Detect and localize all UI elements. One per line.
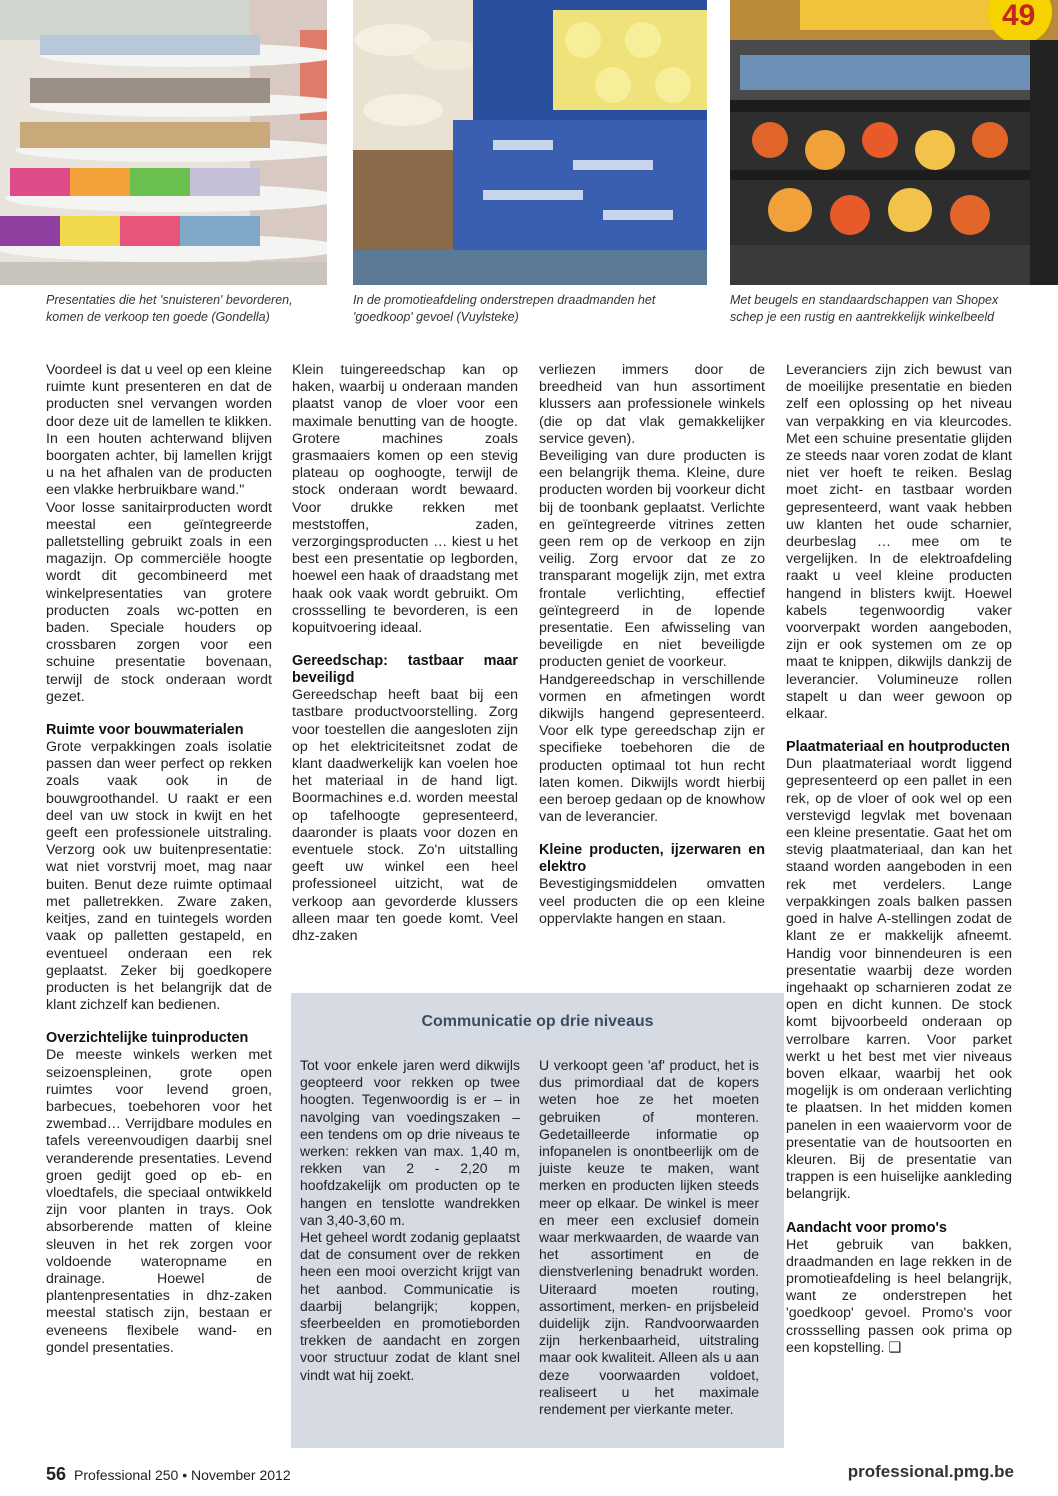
page-number: 56: [46, 1464, 67, 1484]
paragraph: Het geheel wordt zodanig geplaatst dat de consument over de rekken heen een mooi overzicht krijgt van het aanbod. Communicatie is daarbij belangrijk; koppen, sfeerbeelden en promotieborden trekken de aandacht en zorgen voor structuur zodat de klant snel vindt wat hij zoekt.: [300, 1229, 520, 1383]
price-tag: 49: [1002, 0, 1036, 32]
sidebar-box-left-column: [300, 1057, 520, 1384]
article-column-3: [539, 362, 765, 928]
paragraph: Voordeel is dat u veel op een kleine ruimte kunt presenteren en dat de producten snel vervangen worden door deze uit de lamellen te klikken. In een houten achterwand blijven boorgaten achter, bij lamellen krijgt u na het afhalen van de producten een vlakke herbruikbare wand.": [46, 362, 272, 499]
article-column-2: [292, 362, 518, 945]
article-column-1: [46, 362, 272, 1357]
sidebar-box-right-column: [539, 1057, 759, 1418]
subheading: Gereedschap: tastbaar maar beveiligd: [292, 653, 518, 687]
paragraph: Tot voor enkele jaren werd dikwijls geopteerd voor rekken op twee hoogten. Tegenwoordig is er – in navolging van voedingszaken – een tendens om op drie niveaus te werken: rekken van max. 1,40 m, rekken van 2 - 2,20 m hoofdzakelijk om producten op te hangen en tenslotte wandrekken van 3,40-3,60 m.: [300, 1057, 520, 1228]
paragraph: Leveranciers zijn zich bewust van de moeilijke presentatie en bieden zelf een oplossing op het niveau van verpakking en via kleurcodes. Met een schuine presentatie glijden ze steeds naar voren zodat de klant niet ver hoeft te reiken. Beslag moet zicht- en tastbaar worden gepresenteerd, want vaak hebben uw klanten het oude scharnier, deurbeslag … mee om te vergelijken. In de elektroafdeling raakt u veel kleine producten hangend in blisters kwijt. Hoewel kabels tegenwoordig vaker voorverpakt worden aangeboden, zijn er ook systemen om ze op maat te knippen, dikwijls dankzij de leverancier. Volumineuze rollen stapelt u dan weer gewoon op elkaar.: [786, 362, 1012, 723]
article-column-4: [786, 362, 1012, 1357]
caption-middle: In de promotieafdeling onderstrepen draadmanden het 'goedkoop' gevoel (Vuylsteke): [353, 293, 656, 324]
paragraph: Klein tuingereedschap kan op haken, waarbij u onderaan manden plaatst vanop de vloer voor een maximale benutting van de hoogte. Grotere machines zoals grasmaaiers komen op een stevig plateau op ooghoogte, terwijl de stock onderaan wordt bewaard. Voor drukke rekken met meststoffen, zaden, verzorgingsproducten … kiest u het best een presentatie op legborden, hoewel een haak of draadstang met haak ook vaak wordt gebruikt. Om crossselling te bevorderen, is een kopuitvoering ideaal.: [292, 362, 518, 637]
photo-bathroom-display: [0, 0, 327, 285]
paragraph: Dun plaatmateriaal wordt liggend gepresenteerd op een pallet in een rek, op de vloer of ook wel op een verstevigd legvlak met bovenaan een kleine presentatie. Gaat het om stevig plaatmateriaal, dan kan het staand worden aangeboden in een rek met verdelers. Lange verpakkingen zoals balken passen goed in halve A-stellingen zodat de klant ze er makkelijk afneemt. Handig voor binnendeuren is een presentatie waarbij deze worden ingehaakt op scharnieren zodat ze open en dicht kunnen. De stock komt bijvoorbeeld onderaan op verrolbare karren. Voor parket werkt u het best met vier niveaus boven elkaar, waarbij het ook mogelijk is om onderaan verlichting te plaatsen. In het midden komen panelen in een waaiervorm voor de presentatie van de houtsoorten en kleuren. Bij de presentatie van trappen is een huiselijke aankleding belangrijk.: [786, 756, 1012, 1203]
subheading: Plaatmateriaal en houtproducten: [786, 739, 1010, 756]
sidebar-box-title: Communicatie op drie niveaus: [421, 1013, 654, 1030]
paragraph: [786, 1237, 1012, 1357]
paragraph: verliezen immers door de breedheid van hun assortiment klussers aan professionele winkels (die op dat vlak gemakkelijker service geven).: [539, 362, 765, 447]
photo-flower-shelves: [730, 0, 1058, 285]
paragraph: U verkoopt geen 'af' product, het is dus primordiaal dat de kopers weten hoe ze het moeten gebruiken of monteren. Gedetailleerde informatie op infopanelen is onontbeerlijk om de juiste keuze te maken, want merken en producten lijken steeds meer op elkaar. De winkel is meer en meer een exclusief domein waar merkwaarden, de waarde van het assortiment en de dienstverlening benadrukt worden. Uiteraard moeten routing, assortiment, merken- en prijsbeleid duidelijk zijn. Randvoorwaarden zijn herkenbaarheid, uitstraling maar ook kwaliteit. Alleen als u aan deze voorwaarden voldoet, realiseert u het maximale rendement per vierkante meter.: [539, 1057, 759, 1418]
paragraph: Gereedschap heeft baat bij een tastbare productvoorstelling. Zorg voor toestellen die aangesloten zijn op het elektriciteitsnet zodat de klant daadwerkelijk kan voelen hoe het materiaal in de hand ligt. Boormachines e.d. worden meestal op tafelhoogte gepresenteerd, daaronder is plaats voor dozen en eventuele stock. Zo'n uitstalling geeft uw winkel een heel professioneel uitzicht, wat de verkoop aan gevorderde klussers alleen maar ten goede komt. Veel dhz-zaken: [292, 687, 518, 945]
paragraph: Beveiliging van dure producten is een belangrijk thema. Kleine, dure producten worden bij voorkeur dicht bij de toonbank geplaatst. Verlichte en geïntegreerde vitrines zetten geen rem op de verkoop en zijn veilig. Zorg ervoor dat ze zo transparant mogelijk zijn, met extra frontale verlichting, effectief geïntegreerd in de lopende presentatie. Een afwisseling van beveiligde en niet beveiligde producten geniet de voorkeur.: [539, 448, 765, 671]
subheading: Overzichtelijke tuinproducten: [46, 1030, 249, 1047]
subheading: Kleine producten, ijzerwaren en elektro: [539, 842, 765, 876]
subheading: Aandacht voor promo's: [786, 1219, 947, 1236]
paragraph: Handgereedschap in verschillende vormen en afmetingen wordt dikwijls hangend gepresenteerd. Voor elk type gereedschap zijn er specifieke toebehoren die de producten optimaal tot hun recht laten komen. Dikwijls wordt hierbij een beroep gedaan op de knowhow van de leverancier.: [539, 671, 765, 826]
paragraph-text: Het gebruik van bakken, draadmanden en lage rekken in de promotieafdeling is heel belangrijk, want ze onderstrepen het 'goedkoop' gevoel. Promo's voor crossselling passen ook prima op een kopstelling.: [786, 1236, 1012, 1356]
paragraph: De meeste winkels werken met seizoenspleinen, grote open ruimtes voor levend groen, barbecues, toebehoren voor het zwembad… Verrijdbare modules en tafels vereenvoudigen daarbij snel veranderende presentaties. Levend groen gedijt goed op eb- en vloedtafels, die speciaal ontwikkeld zijn voor planten in trays. Ook absorberende matten of kleine sleuven in het rek zorgen voor voldoende wateropname en drainage. Hoewel de plantenpresentaties in dhz-zaken meestal statisch zijn, bestaan er eveneens flexibele wand- en gondel presentaties.: [46, 1047, 272, 1356]
caption-right: Met beugels en standaardschappen van Shopex schep je een rustig en aantrekkelijk winkelbeeld: [730, 293, 999, 324]
sidebar-box: [291, 993, 784, 1448]
caption-left: Presentaties die het 'snuisteren' bevorderen, komen de verkoop ten goede (Gondella): [46, 293, 293, 324]
photo-wire-baskets: [353, 0, 707, 285]
page-footer: [46, 1464, 291, 1485]
paragraph: Bevestigingsmiddelen omvatten veel producten die op een kleine oppervlakte hangen en staan.: [539, 876, 765, 927]
website-link[interactable]: professional.pmg.be: [847, 1462, 1014, 1481]
subheading: Ruimte voor bouwmaterialen: [46, 722, 244, 739]
end-square-icon: ❑: [888, 1339, 902, 1356]
paragraph: Voor losse sanitairproducten wordt meestal een geïntegreerde palletstelling gebruikt zoals in een magazijn. Op commerciële hoogte wordt dit gecombineerd met winkelpresentaties van grotere producten zoals wc-potten en baden. Speciale houders op crossbaren zorgen voor een schuine presentatie bovenaan, terwijl de stock onderaan wordt gezet.: [46, 499, 272, 705]
paragraph: Grote verpakkingen zoals isolatie passen dan weer perfect op rekken zoals vaak ook in de bouwgroothandel. U raakt er een deel van uw stock in kwijt en het geeft een professionele uitstraling. Verzorg ook uw buitenpresentatie: wat niet vorstvrij moet, mag naar buiten. Benut deze ruimte optimaal met palletrekken. Zware zaken, keitjes, zand en tuintegels worden vaak op palletten gestapeld, en eventueel onderaan een rek geplaatst. Zeker bij goedkopere producten is het belangrijk dat de klant zichzelf kan bedienen.: [46, 739, 272, 1014]
issue-info: Professional 250 • November 2012: [74, 1467, 291, 1483]
